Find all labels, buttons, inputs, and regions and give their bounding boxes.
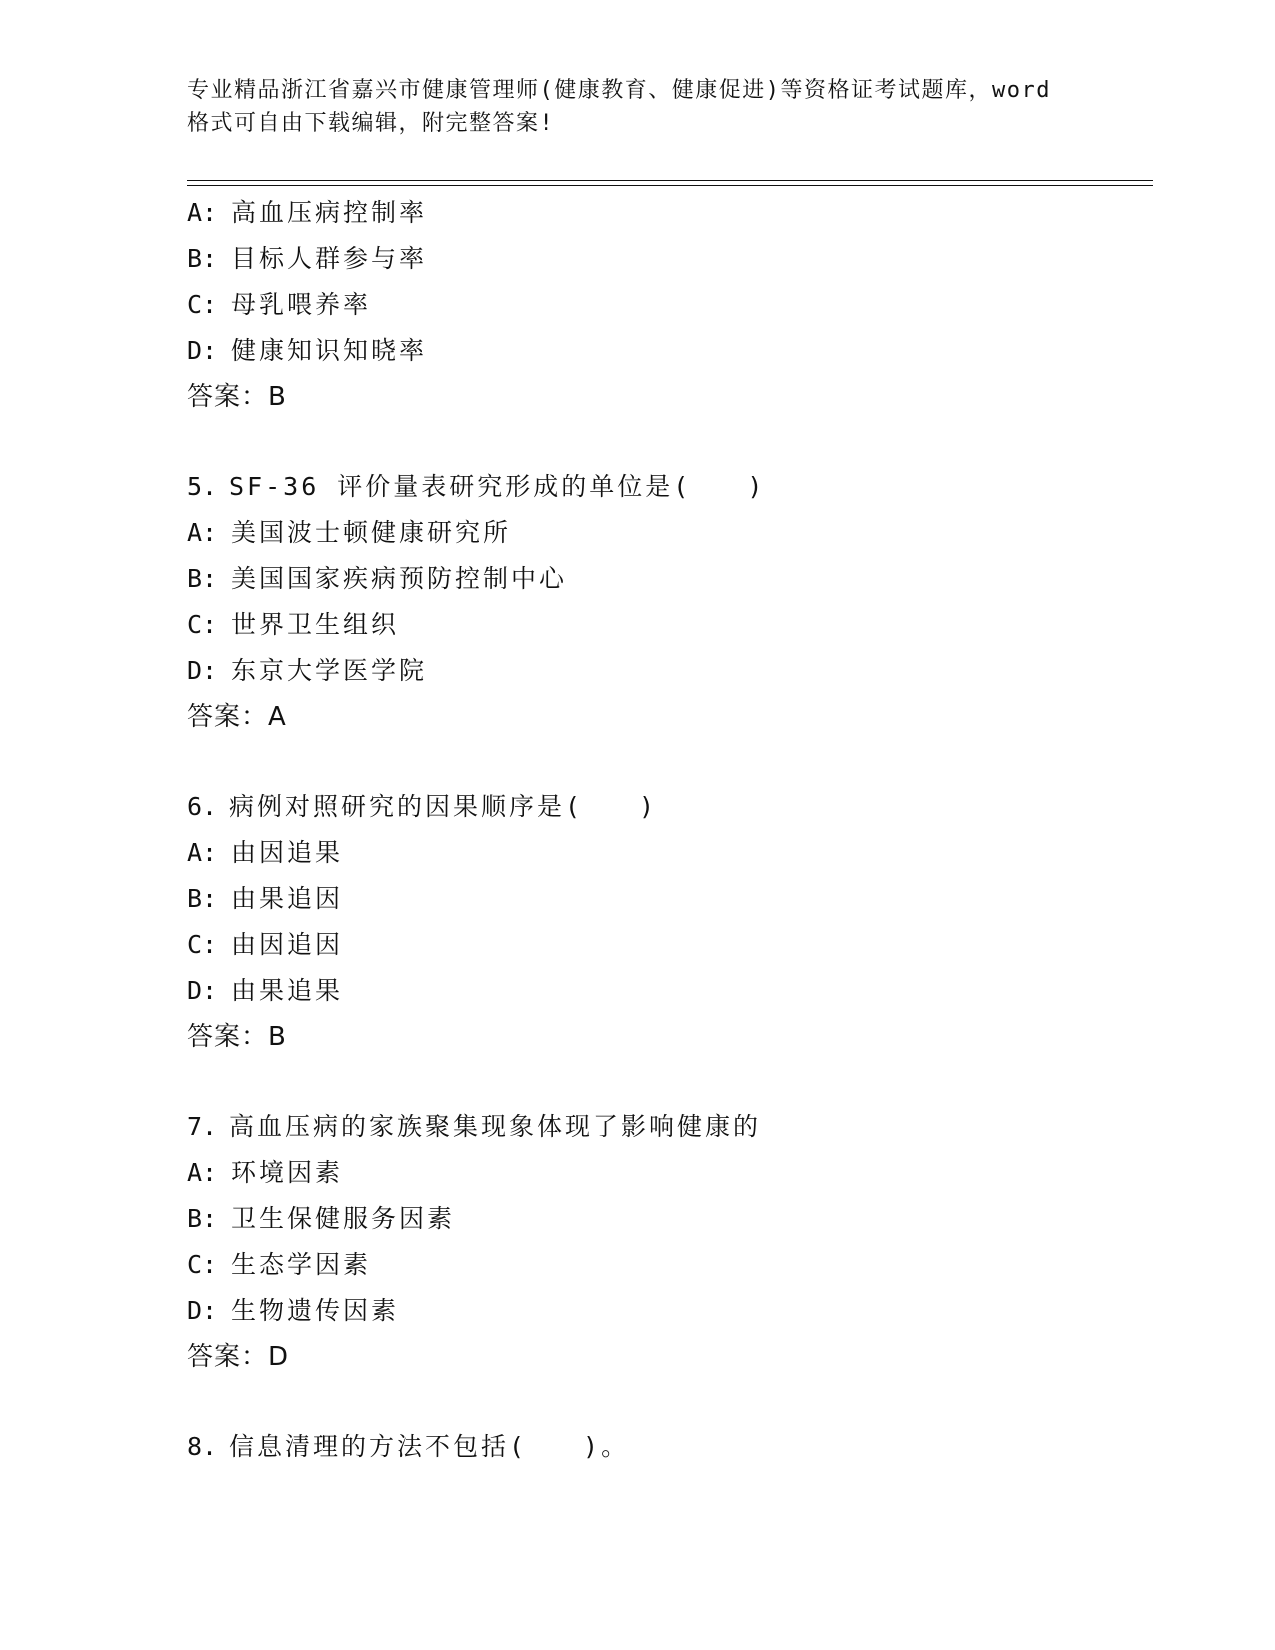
question-text: 高血压病的家族聚集现象体现了影响健康的 (229, 1112, 762, 1141)
option-b (187, 876, 1153, 922)
question-number: 5. (187, 472, 218, 501)
option-c (187, 602, 1153, 648)
option-a (187, 1150, 1153, 1196)
document-header (187, 74, 1087, 140)
option-a (187, 510, 1153, 556)
option-letter: A: (187, 518, 218, 547)
option-letter: C: (187, 610, 218, 639)
option-text: 母乳喂养率 (231, 290, 372, 319)
option-letter: B: (187, 1204, 218, 1233)
option-d (187, 328, 1153, 374)
answer-line: 答案：A (187, 702, 287, 732)
answer-line: 答案：B (187, 382, 287, 412)
option-text: 高血压病控制率 (231, 198, 428, 227)
option-letter: B: (187, 884, 218, 913)
question-text: 信息清理的方法不包括( )。 (229, 1432, 630, 1461)
header-divider-top (187, 180, 1153, 181)
answer-line: 答案：D (187, 1342, 290, 1372)
option-letter: D: (187, 336, 218, 365)
question-text: 病例对照研究的因果顺序是( ) (229, 792, 658, 821)
answer-line: 答案：B (187, 1022, 287, 1052)
option-letter: D: (187, 656, 218, 685)
header-line-2: 格式可自由下载编辑，附完整答案! (187, 111, 555, 136)
question-stem (187, 784, 1153, 830)
option-text: 由因追果 (231, 838, 344, 867)
question-8 (187, 1424, 1153, 1470)
option-text: 健康知识知晓率 (231, 336, 428, 365)
option-text: 卫生保健服务因素 (231, 1204, 456, 1233)
option-letter: B: (187, 244, 218, 273)
option-b (187, 236, 1153, 282)
option-letter: B: (187, 564, 218, 593)
header-line-1: 专业精品浙江省嘉兴市健康管理师(健康教育、健康促进)等资格证考试题库，word (187, 78, 1051, 103)
option-a (187, 190, 1153, 236)
option-text: 世界卫生组织 (231, 610, 400, 639)
option-text: 美国国家疾病预防控制中心 (231, 564, 568, 593)
question-list (187, 190, 1153, 1470)
option-b (187, 556, 1153, 602)
question-number: 8. (187, 1432, 218, 1461)
question-partial (187, 190, 1153, 420)
option-letter: C: (187, 1250, 218, 1279)
option-letter: D: (187, 976, 218, 1005)
option-letter: A: (187, 1158, 218, 1187)
option-text: 生态学因素 (231, 1250, 372, 1279)
option-text: 美国波士顿健康研究所 (231, 518, 512, 547)
question-number: 7. (187, 1112, 218, 1141)
option-text: 目标人群参与率 (231, 244, 428, 273)
question-number: 6. (187, 792, 218, 821)
header-divider-bottom (187, 185, 1153, 186)
option-letter: A: (187, 198, 218, 227)
option-text: 由果追因 (231, 884, 344, 913)
option-text: 环境因素 (231, 1158, 344, 1187)
question-stem (187, 464, 1153, 510)
option-d (187, 968, 1153, 1014)
option-letter: C: (187, 930, 218, 959)
question-text: SF-36 评价量表研究形成的单位是( ) (229, 472, 766, 501)
option-text: 由因追因 (231, 930, 344, 959)
option-d (187, 648, 1153, 694)
option-text: 由果追果 (231, 976, 344, 1005)
option-a (187, 830, 1153, 876)
option-letter: C: (187, 290, 218, 319)
question-stem (187, 1424, 1153, 1470)
option-d (187, 1288, 1153, 1334)
option-letter: D: (187, 1296, 218, 1325)
option-c (187, 1242, 1153, 1288)
option-b (187, 1196, 1153, 1242)
question-5 (187, 464, 1153, 740)
option-text: 生物遗传因素 (231, 1296, 400, 1325)
option-letter: A: (187, 838, 218, 867)
option-c (187, 282, 1153, 328)
option-text: 东京大学医学院 (231, 656, 428, 685)
question-6 (187, 784, 1153, 1060)
question-stem (187, 1104, 1153, 1150)
question-7 (187, 1104, 1153, 1380)
option-c (187, 922, 1153, 968)
